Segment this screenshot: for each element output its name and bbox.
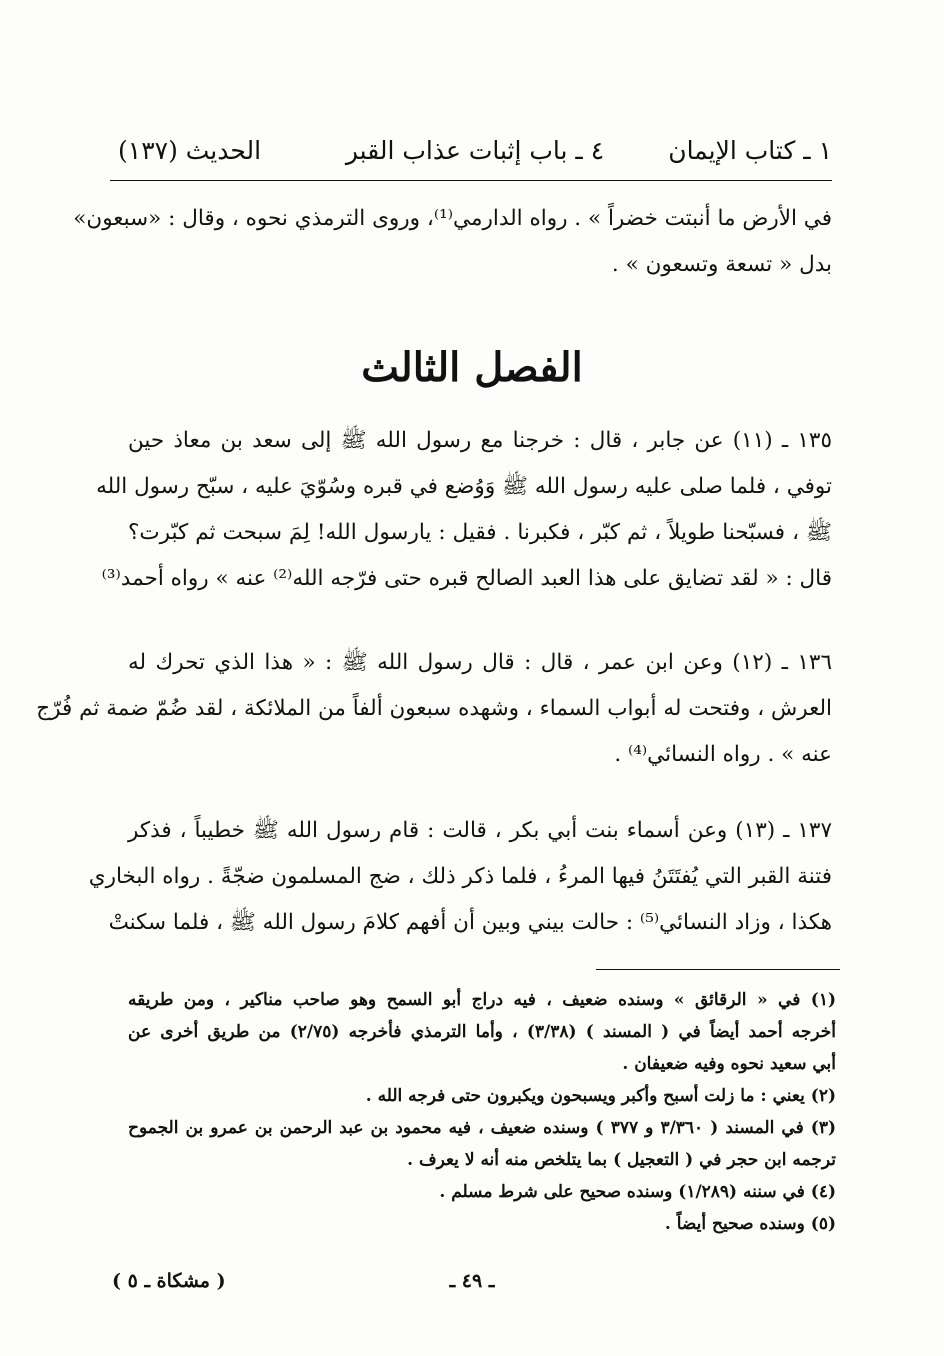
intro-paragraph [73, 196, 832, 288]
text-line: في الأرض ما أنبتت خضراً » . رواه الدارمي⁽¹⁾، وروى الترمذي نحوه ، وقال : «سبعون» [73, 206, 832, 231]
signature-mark: ( مشكاة ـ ٥ ) [112, 1270, 226, 1292]
text-line: العرش ، وفتحت له أبواب السماء ، وشهده سبعون ألفاً من الملائكة ، لقد ضُمّ ضمة ثم فُرّج [36, 696, 832, 721]
page-number: ـ ٤٩ ـ [449, 1270, 495, 1292]
footnote-line: (٤) في سننه (١/٢٨٩) وسنده صحيح على شرط مسلم . [439, 1182, 836, 1202]
footnotes [128, 984, 836, 1240]
footnote-line: (٥) وسنده صحيح أيضاً . [664, 1214, 836, 1234]
text-line: بدل « تسعة وتسعون » . [611, 252, 832, 277]
hadith-135 [96, 418, 832, 602]
footnote-line: أخرجه أحمد أيضاً في ( المسند ) (٣/٣٨) ، وأما الترمذي فأخرجه (٢/٧٥) من طريق أخرى عن [128, 1022, 836, 1042]
running-header [118, 128, 832, 174]
section-title: الفصل الثالث [361, 344, 583, 391]
footnote-line: (١) في « الرقائق » وسنده ضعيف ، فيه دراج أبو السمح وهو صاحب مناكير ، ومن طريقه [128, 990, 836, 1010]
footnote-line: أبي سعيد نحوه وفيه ضعيفان . [622, 1054, 836, 1074]
text-line: هكذا ، وزاد النسائي⁽⁵⁾ : حالت بيني وبين أن أفهم كلامَ رسول الله ﷺ ، فلما سكنتْ [108, 910, 832, 935]
text-line: ١٣٥ ـ (١١) عن جابر ، قال : خرجنا مع رسول الله ﷺ إلى سعد بن معاذ حين [128, 428, 832, 453]
text-line: ﷺ ، فسبّحنا طويلاً ، ثم كبّر ، فكبرنا . فقيل : يارسول الله! لِمَ سبحت ثم كبّرت؟ [128, 520, 832, 545]
text-line: عنه » . رواه النسائي⁽⁴⁾ . [614, 742, 832, 767]
footnote-line: ترجمه ابن حجر في ( التعجيل ) بما يتلخص منه أنه لا يعرف . [407, 1150, 836, 1170]
text-line: ١٣٦ ـ (١٢) وعن ابن عمر ، قال : قال رسول الله ﷺ : « هذا الذي تحرك له [128, 650, 833, 675]
text-line: فتنة القبر التي يُفتَتَنُ فيها المرءُ ، فلما ذكر ذلك ، ضج المسلمون ضجّةً . رواه البخاري [88, 864, 832, 889]
footnote-line: (٣) في المسند ( ٣/٣٦٠ و ٣٧٧ ) وسنده ضعيف ، فيه محمود بن عبد الرحمن بن عمرو بن الجموح [128, 1118, 836, 1138]
page-footer [112, 1264, 832, 1298]
text-line: ١٣٧ ـ (١٣) وعن أسماء بنت أبي بكر ، قالت : قام رسول الله ﷺ خطيباً ، فذكر [128, 818, 832, 843]
chapter-title: ٤ ـ باب إثبات عذاب القبر [345, 136, 605, 165]
footnote-rule [596, 969, 840, 970]
hadith-136 [36, 640, 833, 778]
hadith-137 [88, 808, 832, 946]
text-line: توفي ، فلما صلى عليه رسول الله ﷺ وَوُضع في قبره وسُوّيَ عليه ، سبّح رسول الله [96, 474, 832, 499]
book-title: ١ ـ كتاب الإيمان [668, 136, 832, 165]
footnote-line: (٢) يعني : ما زلت أسبح وأكبر ويسبحون ويكبرون حتى فرجه الله . [365, 1086, 836, 1106]
header-rule [110, 180, 832, 181]
hadith-range: الحديث (١٣٧) [118, 136, 262, 165]
text-line: قال : « لقد تضايق على هذا العبد الصالح قبره حتى فرّجه الله⁽²⁾ عنه » رواه أحمد⁽³⁾ [101, 566, 832, 591]
